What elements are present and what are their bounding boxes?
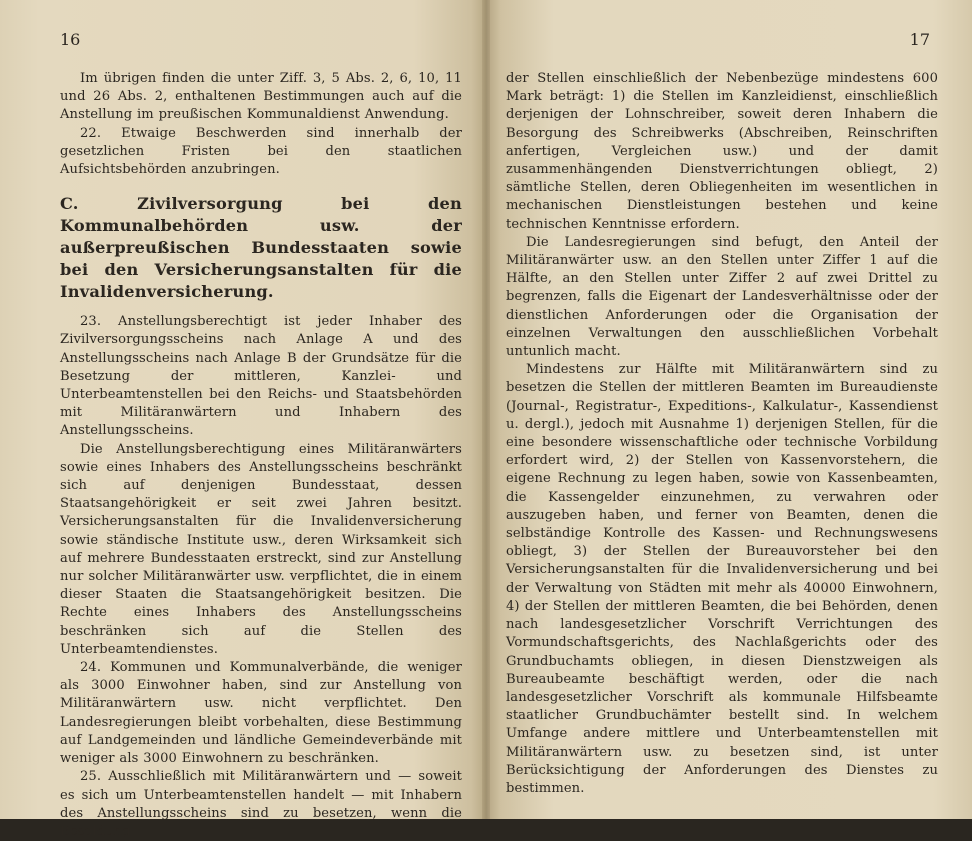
section-heading-c: C. Zivilversorgung bei den Kommunalbehörden usw. der außerpreußischen Bundesstaaten sowie bei den Versicherungsanstalten für die Invalidenversicherung. [60, 194, 462, 302]
paragraph-25-continuation: der Stellen einschließlich der Nebenbezüge mindestens 600 Mark beträgt: 1) die Stellen im Kanzleidienst, einschließlich derjenigen der Lohnschreiber, soweit deren Inhabern die Besorgung des Schreibwerks (Abschreiben, Reinschriften anfertigen, Vergleichen usw.) und der damit zusammenhängenden Dienstverrichtungen obliegt, 2) sämtliche Stellen, deren Obliegenheiten im wesentlichen in mechanischen Dienstleistungen bestehen und keine technischen Kenntnisse erfordern. [506, 71, 938, 232]
paragraph-25c: Mindestens zur Hälfte mit Militäranwärtern sind zu besetzen die Stellen der mittleren Beamten im Bureaudienste (Journal-, Registratur-, Expeditions-, Kalkulatur-, Kassendienst u. dergl.), jedoch mit Ausnahme 1) derjenigen Stellen, für die eine besondere wissenschaftliche oder technische Vorbildung erfordert wird, 2) der Stellen von Kassenvorstehern, die eigene Rechnung zu legen haben, sowie von Kassenbeamten, die Kassengelder einzunehmen, zu verwahren oder auszugeben haben, und ferner von Beamten, denen die selbständige Kontrolle des Kassen- und Rechnungswesens obliegt, 3) der Stellen der Bureauvorsteher bei den Versicherungsanstalten für die Invalidenversicherung und bei der Verwaltung von Städten mit mehr als 40000 Einwohnern, 4) der Stellen der mittleren Beamten, die bei Behörden, denen nach landesgesetzlicher Vorschrift Verrichtungen des Vormundschaftsgerichts, des Nachlaßgerichts oder des Grundbuchamts obliegen, in diesen Dienstzweigen als Bureaubeamte beschäftigt werden, oder die nach landesgesetzlicher Vorschrift als kommunale Hilfsbeamte staatlicher Grundbuchämter bestellt sind. In welchem Umfange andere mittlere und Unterbeamtenstellen mit Militäranwärtern usw. zu besetzen sind, ist unter Berücksichtigung der Anforderungen des Dienstes zu bestimmen. [506, 362, 938, 796]
paragraph-24: 24. Kommunen und Kommunalverbände, die weniger als 3000 Einwohner haben, sind zur Anstellung von Militäranwärtern usw. nicht verpflichtet. Den Landesregierungen bleibt vorbehalten, diese Bestimmung auf Landgemeinden und ländliche Gemeindeverbände mit weniger als 3000 Einwohnern zu beschränken. [60, 660, 462, 767]
paragraph-23: 23. Anstellungsberechtigt ist jeder Inhaber des Zivilversorgungsscheins nach Anlage A und des Anstellungsscheins nach Anlage B der Grundsätze für die Besetzung der mittleren, Kanzlei- und Unterbeamtenstellen bei den Reichs- und Staatsbehörden mit Militäranwärtern und Inhabern des Anstellungsscheins. [60, 314, 462, 439]
left-page-text [60, 70, 462, 841]
left-page [0, 0, 486, 839]
paragraph-23b: Die Anstellungsberechtigung eines Militäranwärters sowie eines Inhabers des Anstellungsscheins beschränkt sich auf denjenigen Bundesstaat, dessen Staatsangehörigkeit er seit zwei Jahren besitzt. Versicherungsanstalten für die Invalidenversicherung sowie ständische Institute usw., deren Wirksamkeit sich auf mehrere Bundesstaaten erstreckt, sind zur Anstellung nur solcher Militäranwärter usw. verpflichtet, die in einem dieser Staaten die Staatsangehörigkeit besitzen. Die Rechte eines Inhabers des Anstellungsscheins beschränken sich auf die Stellen des Unterbeamtendienstes. [60, 441, 462, 657]
paragraph-22: 22. Etwaige Beschwerden sind innerhalb der gesetzlichen Fristen bei den staatlichen Aufsichtsbehörden anzubringen. [60, 125, 462, 178]
right-page [486, 0, 972, 819]
paragraph-25: 25. Ausschließlich mit Militäranwärtern und — soweit es sich um Unterbeamtenstellen handelt — mit Inhabern des Anstellungsscheins sind zu besetzen, wenn die Besoldung [60, 769, 462, 839]
book-gutter [482, 0, 490, 819]
page-number: 16 [60, 30, 81, 49]
paragraph-21-continuation: Im übrigen finden die unter Ziff. 3, 5 Abs. 2, 6, 10, 11 und 26 Abs. 2, enthaltenen Bestimmungen auch auf die Anstellung im preußischen Kommunaldienst Anwendung. [60, 71, 462, 123]
paragraph-25b: Die Landesregierungen sind befugt, den Anteil der Militäranwärter usw. an den Stellen unter Ziffer 1 auf die Hälfte, an den Stellen unter Ziffer 2 auf zwei Drittel zu begrenzen, falls die Eigenart der Landesverhältnisse oder der dienstlichen Anforderungen oder die Organisation der einzelnen Verwaltungen den ausschließlichen Vorbehalt untunlich macht. [506, 234, 938, 360]
right-page-text [506, 70, 938, 798]
page-number: 17 [909, 30, 930, 49]
